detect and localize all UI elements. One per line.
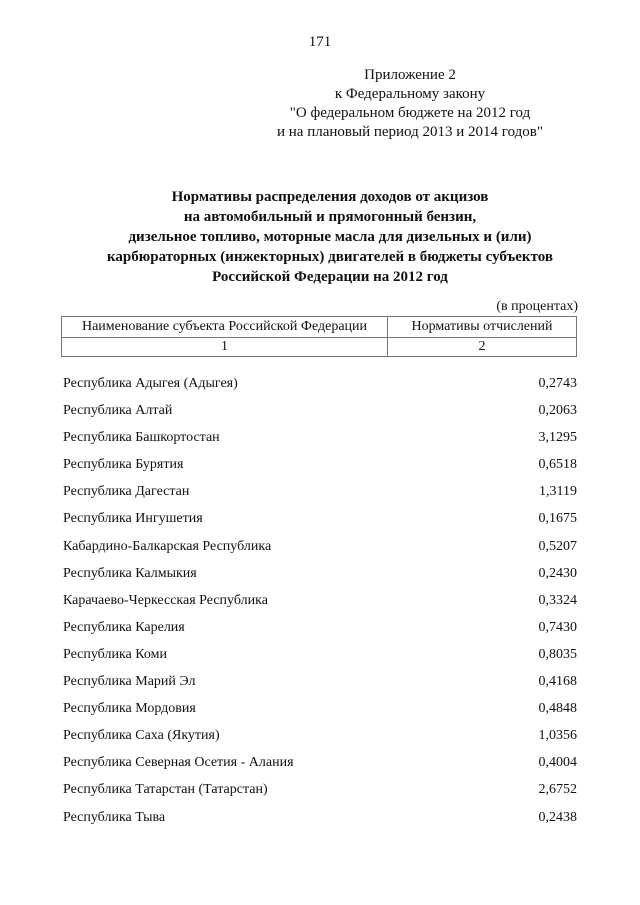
column-header-value: Нормативы отчислений bbox=[388, 317, 577, 338]
region-name: Республика Башкортостан bbox=[63, 430, 220, 446]
table-row bbox=[63, 374, 577, 401]
region-name: Республика Татарстан (Татарстан) bbox=[63, 782, 268, 798]
table-row bbox=[63, 753, 577, 780]
region-value: 1,3119 bbox=[539, 484, 577, 500]
region-name: Республика Мордовия bbox=[63, 701, 196, 717]
table-row bbox=[63, 618, 577, 645]
region-value: 2,6752 bbox=[538, 782, 577, 798]
table-row bbox=[63, 672, 577, 699]
appendix-line: Приложение 2 bbox=[364, 67, 456, 83]
table-row bbox=[63, 537, 577, 564]
region-value: 0,4004 bbox=[538, 755, 577, 771]
region-name: Республика Северная Осетия - Алания bbox=[63, 755, 294, 771]
region-name: Кабардино-Балкарская Республика bbox=[63, 538, 272, 554]
region-value: 1,0356 bbox=[538, 728, 577, 744]
region-name: Республика Ингушетия bbox=[63, 511, 203, 527]
table-row bbox=[63, 401, 577, 428]
document-title bbox=[40, 187, 620, 287]
appendix-line: и на плановый период 2013 и 2014 годов" bbox=[277, 124, 543, 140]
table-row bbox=[63, 428, 577, 455]
table-row bbox=[63, 482, 577, 509]
title-line: карбюраторных (инжекторных) двигателей в бюджеты субъектов bbox=[107, 249, 553, 265]
region-value: 3,1295 bbox=[538, 430, 577, 446]
title-line: на автомобильный и прямогонный бензин, bbox=[183, 209, 477, 225]
table-row bbox=[63, 699, 577, 726]
region-value: 0,7430 bbox=[538, 619, 577, 635]
page-number: 171 bbox=[308, 34, 332, 50]
table-row bbox=[63, 645, 577, 672]
region-name: Республика Марий Эл bbox=[63, 674, 196, 690]
column-number-2: 2 bbox=[388, 338, 577, 357]
region-value: 0,8035 bbox=[538, 646, 577, 662]
region-value: 0,2063 bbox=[538, 403, 577, 419]
region-value: 0,2438 bbox=[538, 809, 577, 825]
region-value: 0,2430 bbox=[538, 565, 577, 581]
region-value: 0,5207 bbox=[538, 538, 577, 554]
region-name: Карачаево-Черкесская Республика bbox=[63, 592, 268, 608]
region-name: Республика Калмыкия bbox=[63, 565, 197, 581]
region-name: Республика Дагестан bbox=[63, 484, 190, 500]
table-row bbox=[63, 726, 577, 753]
appendix-line: к Федеральному закону bbox=[334, 86, 486, 102]
title-line: Российской Федерации на 2012 год bbox=[212, 269, 448, 285]
table-row bbox=[63, 591, 577, 618]
title-line: дизельное топливо, моторные масла для дизельных и (или) bbox=[128, 229, 532, 245]
title-line: Нормативы распределения доходов от акцизов bbox=[171, 189, 489, 205]
column-header-name: Наименование субъекта Российской Федерации bbox=[62, 317, 388, 338]
appendix-reference bbox=[220, 66, 600, 142]
unit-note: (в процентах) bbox=[496, 299, 578, 314]
region-name: Республика Бурятия bbox=[63, 457, 184, 473]
region-value: 0,1675 bbox=[538, 511, 577, 527]
table-header bbox=[61, 316, 577, 357]
region-value: 0,3324 bbox=[538, 592, 577, 608]
region-name: Республика Саха (Якутия) bbox=[63, 728, 220, 744]
region-value: 0,2743 bbox=[538, 376, 577, 391]
region-name: Республика Алтай bbox=[63, 403, 173, 419]
table-body bbox=[63, 374, 577, 835]
region-name: Республика Тыва bbox=[63, 809, 166, 825]
region-name: Республика Адыгея (Адыгея) bbox=[63, 376, 238, 391]
region-value: 0,4168 bbox=[538, 674, 577, 690]
table-row bbox=[63, 509, 577, 536]
table-row bbox=[63, 780, 577, 807]
column-number-1: 1 bbox=[62, 338, 388, 357]
region-name: Республика Карелия bbox=[63, 619, 185, 635]
table-row bbox=[63, 564, 577, 591]
region-value: 0,6518 bbox=[538, 457, 577, 473]
region-value: 0,4848 bbox=[538, 701, 577, 717]
table-row bbox=[63, 455, 577, 482]
table-row bbox=[63, 808, 577, 835]
appendix-line: "О федеральном бюджете на 2012 год bbox=[289, 105, 531, 121]
region-name: Республика Коми bbox=[63, 646, 167, 662]
